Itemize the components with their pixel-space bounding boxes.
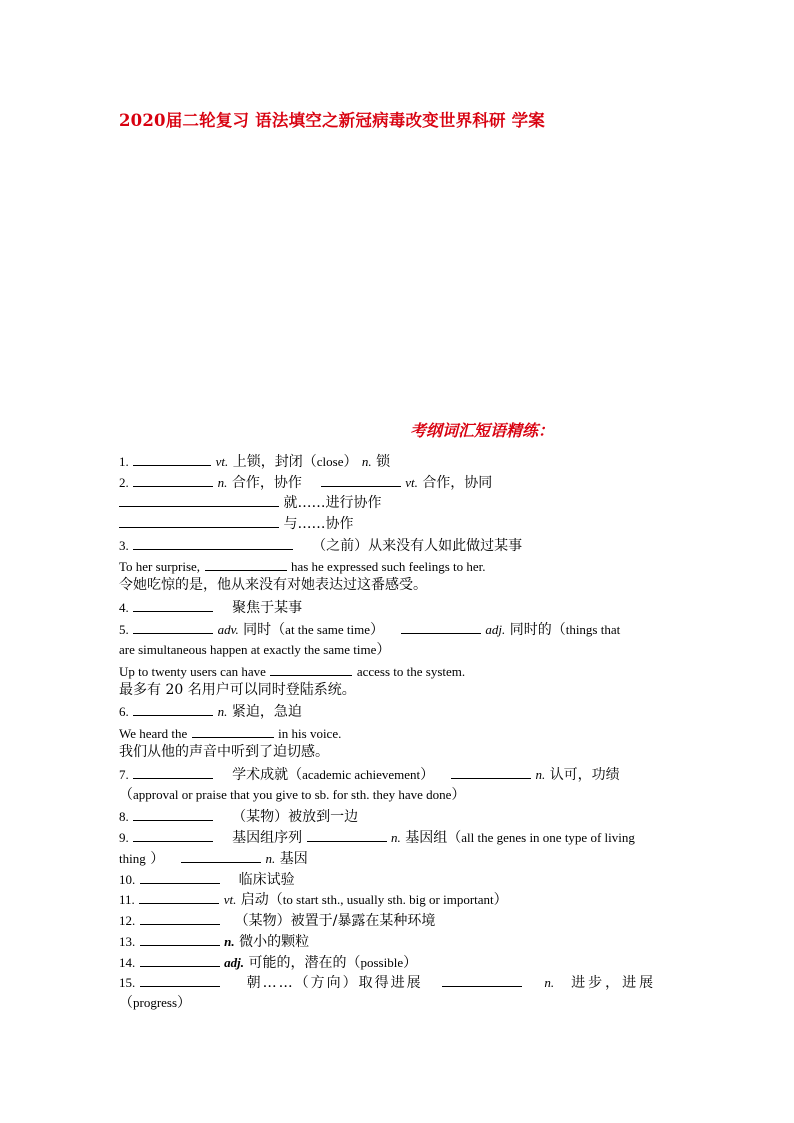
answer-blank[interactable] [119,514,279,528]
item-5-example: Up to twenty users can have access to the system. [119,664,466,679]
item-12: 12. （某物）被置于/暴露在某种环境 [119,913,436,929]
answer-blank[interactable] [133,473,213,487]
item-4: 4. 聚焦于某事 [119,600,303,616]
answer-blank[interactable] [401,620,481,634]
item-2b: 与……协作 [119,514,353,533]
item-14: 14. adj. 可能的，潜在的（possible） [119,955,418,971]
page-title: 2020届二轮复习 语法填空之新冠病毒改变世界科研 学案 [119,111,546,130]
answer-blank[interactable] [133,620,213,634]
answer-blank[interactable] [140,911,220,925]
item-2a: 就……进行协作 [119,493,381,512]
item-1: 1. vt. 上锁，封闭（close） n. 锁 [119,454,391,470]
answer-blank[interactable] [133,702,213,716]
item-6-example: We heard the in his voice. [119,726,342,741]
item-6: 6. n. 紧迫，急迫 [119,704,302,720]
answer-blank[interactable] [133,765,213,779]
item-15: 15. 朝……（方向）取得进展 n. 进步，进展 [119,975,657,991]
answer-blank[interactable] [119,493,279,507]
item-7: 7. 学术成就（academic achievement） n. 认可，功绩 [119,767,620,783]
item-9b: thing ） n. 基因 [119,851,308,867]
item-13: 13. n. 微小的颗粒 [119,934,310,950]
item-11: 11. vt. 启动（to start sth., usually sth. big or important） [119,892,508,908]
answer-blank[interactable] [451,765,531,779]
item-3-example: To her surprise, has he expressed such feelings to her. [119,559,486,574]
item-5-translation: 最多有 20 名用户可以同时登陆系统。 [119,682,356,698]
section-heading: 考纲词汇短语精练： [410,421,555,440]
answer-blank[interactable] [181,849,261,863]
answer-blank[interactable] [307,828,387,842]
answer-blank[interactable] [140,932,220,946]
item-7b: （approval or praise that you give to sb. for sth. they have done） [119,787,466,803]
item-3: 3. （之前）从来没有人如此做过某事 [119,538,523,554]
answer-blank[interactable] [321,473,401,487]
answer-blank[interactable] [133,828,213,842]
answer-blank[interactable] [270,662,352,676]
item-3-translation: 令她吃惊的是，他从来没有对她表达过这番感受。 [119,577,427,593]
item-10: 10. 临床试验 [119,872,295,888]
item-6-translation: 我们从他的声音中听到了迫切感。 [119,744,329,760]
item-5: 5. adv. 同时（at the same time） adj. 同时的（things that [119,622,621,638]
answer-blank[interactable] [133,807,213,821]
item-5b: are simultaneous happen at exactly the same time） [119,642,391,658]
answer-blank[interactable] [192,724,274,738]
item-9: 9. 基因组序列 n. 基因组（all the genes in one type of living [119,830,635,846]
answer-blank[interactable] [442,973,522,987]
answer-blank[interactable] [140,953,220,967]
answer-blank[interactable] [139,890,219,904]
answer-blank[interactable] [140,870,220,884]
answer-blank[interactable] [133,452,211,466]
item-15b: （progress） [119,995,192,1011]
item-8: 8. （某物）被放到一边 [119,809,359,825]
answer-blank[interactable] [140,973,220,987]
answer-blank[interactable] [205,557,287,571]
answer-blank[interactable] [133,536,293,550]
answer-blank[interactable] [133,598,213,612]
item-2: 2. n. 合作，协作 vt. 合作，协同 [119,475,493,491]
